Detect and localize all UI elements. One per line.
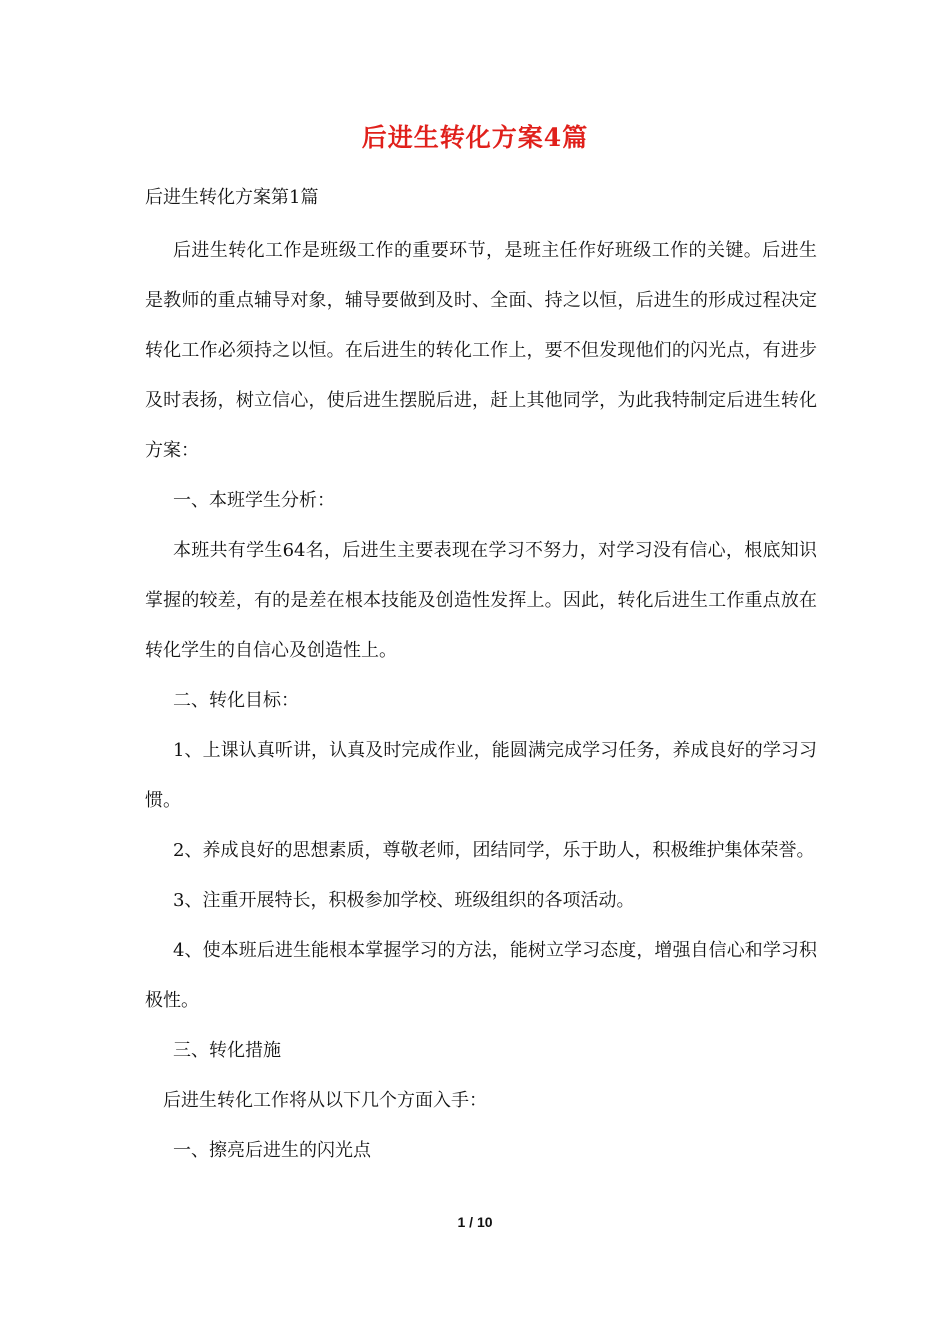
- intro-paragraph: 后进生转化工作是班级工作的重要环节，是班主任作好班级工作的关键。后进生是教师的重点辅导对象，辅导要做到及时、全面、持之以恒，后进生的形成过程决定转化工作必须持之以恒。在后进生的转化工作上，要不但发现他们的闪光点，有进步及时表扬，树立信心，使后进生摆脱后进，赶上其他同学，为此我特制定后进生转化方案：: [145, 240, 817, 461]
- measure-heading-1: 一、擦亮后进生的闪光点: [173, 1140, 371, 1161]
- page-indicator: 1 / 10: [457, 1214, 493, 1230]
- student-analysis-paragraph: 本班共有学生64名，后进生主要表现在学习不努力，对学习没有信心，根底知识掌握的较差，有的是差在根本技能及创造性发挥上。因此，转化后进生工作重点放在转化学生的自信心及创造性上。: [145, 540, 817, 661]
- goal-item-4: 4、使本班后进生能根本掌握学习的方法，能树立学习态度，增强自信心和学习积极性。: [145, 940, 817, 1011]
- section-subtitle: 后进生转化方案第1篇: [145, 187, 319, 208]
- document-title: 后进生转化方案4篇: [361, 123, 589, 152]
- heading-student-analysis: 一、本班学生分析：: [173, 490, 335, 511]
- goal-item-3: 3、注重开展特长，积极参加学校、班级组织的各项活动。: [173, 890, 635, 911]
- document-body: [145, 178, 817, 1176]
- goal-item-1: 1、上课认真听讲，认真及时完成作业，能圆满完成学习任务，养成良好的学习习惯。: [145, 740, 817, 811]
- measures-intro: 后进生转化工作将从以下几个方面入手：: [163, 1090, 487, 1111]
- heading-measures: 三、转化措施: [173, 1040, 281, 1061]
- heading-goals: 二、转化目标：: [173, 690, 299, 711]
- goal-item-2: 2、养成良好的思想素质，尊敬老师，团结同学，乐于助人，积极维护集体荣誉。: [173, 840, 815, 861]
